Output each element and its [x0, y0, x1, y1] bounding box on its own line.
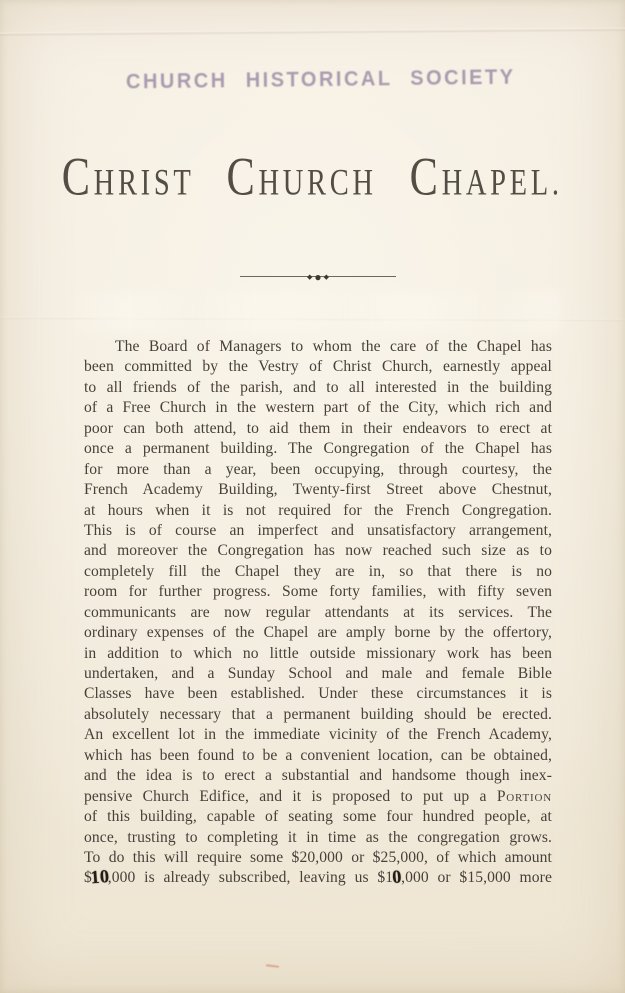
body-line — [84, 725, 552, 745]
body-line — [84, 664, 552, 684]
title-word-rest: HURCH — [258, 161, 377, 203]
text-segment: which has been found to be a convenient location, can be obtained, — [84, 746, 552, 764]
body-line — [84, 787, 552, 807]
text-segment: of this building, capable of seating some four hundred people, at — [84, 808, 552, 826]
title-word — [226, 146, 377, 207]
handwritten-ink-correction: 10 — [89, 867, 110, 889]
diamond-ornament-icon: ◆ — [306, 272, 313, 281]
text-segment: French Academy Building, Twenty-first Street above Chestnut, — [84, 481, 552, 499]
red-pencil-mark — [266, 964, 279, 968]
body-line — [84, 705, 552, 725]
text-segment: poor can both attend, to aid them in their endeavors to erect at — [84, 419, 552, 437]
text-segment: Classes have been established. Under these circumstances it is — [84, 685, 552, 703]
text-segment: pensive Church Edifice, and it is proposed to put up a — [84, 787, 497, 805]
body-line — [84, 848, 552, 868]
text-segment: communicants are now regular attendants at its services. The — [84, 603, 552, 621]
body-line — [84, 439, 552, 459]
text-segment: of a Free Church in the western part of the City, which rich and — [84, 399, 552, 417]
body-line — [84, 357, 552, 377]
body-line — [84, 603, 552, 623]
body-line — [84, 337, 552, 357]
text-segment: The Board of Managers to whom the care of the Chapel has — [115, 338, 552, 355]
text-segment: An excellent lot in the immediate vicinity of the French Academy, — [84, 726, 552, 744]
text-segment: ,000 is already subscribed, leaving us $1 — [107, 869, 394, 887]
body-line — [84, 521, 552, 541]
text-segment: This is of course an imperfect and unsatisfactory arrangement, — [84, 521, 552, 539]
text-segment: at hours when it is not required for the French Congregation. — [84, 501, 552, 519]
text-segment: once a permanent building. The Congregation of the Chapel has — [84, 440, 552, 458]
text-segment: ordinary expenses of the Chapel are amply borne by the offertory, — [84, 624, 552, 642]
ornament-divider — [240, 268, 396, 286]
smallcaps-segment: Portion — [496, 787, 552, 805]
title-initial-letter: C — [226, 146, 259, 207]
title-initial-letter: C — [61, 146, 94, 207]
text-segment: To do this will require some $20,000 or $25,000, of which amount — [84, 848, 552, 866]
society-stamp: CHURCH HISTORICAL SOCIETY — [125, 65, 516, 94]
body-line — [84, 501, 552, 521]
title-word-rest: HAPEL. — [441, 161, 563, 203]
body-line — [84, 460, 552, 480]
body-line — [84, 419, 552, 439]
body-line — [84, 562, 552, 582]
text-segment: absolutely necessary that a permanent building should be erected. — [84, 705, 552, 723]
text-segment: for more than a year, been occupying, through courtesy, the — [84, 460, 552, 478]
body-line — [84, 378, 552, 398]
text-segment: in addition to which no little outside missionary work has been — [84, 644, 552, 662]
divider-dots — [240, 268, 396, 286]
body-paragraph — [84, 337, 552, 889]
text-segment: and the idea is to erect a substantial and handsome though inex- — [84, 767, 552, 785]
text-segment: room for further progress. Some forty families, with fifty seven — [84, 583, 552, 601]
body-line — [84, 807, 552, 827]
title-word — [61, 146, 195, 207]
text-segment: been committed by the Vestry of Christ Church, earnestly appeal — [84, 358, 552, 376]
circle-ornament-icon: ● — [314, 270, 322, 284]
fold-crease-top — [0, 27, 625, 35]
body-line — [84, 644, 552, 664]
body-line — [84, 766, 552, 786]
handwritten-ink-correction: 0 — [391, 867, 403, 889]
text-segment: $ — [84, 869, 92, 887]
body-line — [84, 746, 552, 766]
body-line — [84, 541, 552, 561]
body-line — [84, 398, 552, 418]
title-word — [409, 146, 563, 207]
title-word-rest: HRIST — [93, 161, 195, 203]
text-segment: once, trusting to completing it in time as the congregation grows. — [84, 828, 552, 846]
text-segment: ,000 or $15,000 more — [401, 869, 552, 887]
body-line — [84, 480, 552, 500]
title-initial-letter: C — [409, 146, 442, 207]
diamond-ornament-icon: ◆ — [323, 272, 330, 281]
text-segment: to all friends of the parish, and to all interested in the building — [84, 378, 552, 396]
body-line — [84, 582, 552, 602]
text-segment: undertaken, and a Sunday School and male and female Bible — [84, 665, 552, 682]
text-segment: and moreover the Congregation has now reached such size as to — [84, 542, 552, 560]
body-line — [84, 868, 552, 888]
body-line — [84, 623, 552, 643]
ink-showthrough-band — [70, 292, 560, 332]
page-title — [0, 146, 625, 207]
text-segment: completely fill the Chapel they are in, so that there is no — [84, 562, 552, 580]
body-line — [84, 828, 552, 848]
body-line — [84, 684, 552, 704]
